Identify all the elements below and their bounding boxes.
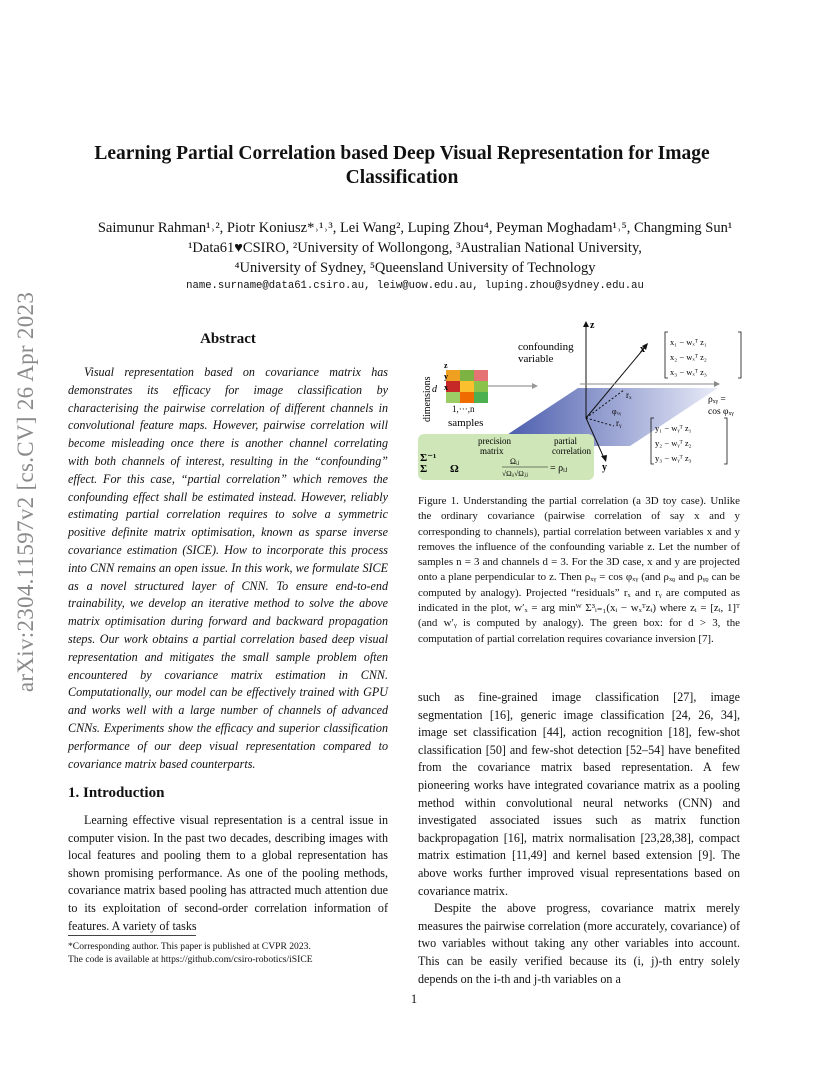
- fig-label-samples: samples: [448, 417, 484, 429]
- fig-r-y: rᵧ: [616, 418, 622, 428]
- fig-omega-ij: Ωᵢⱼ: [510, 457, 520, 466]
- fig-axis-z: z: [590, 320, 595, 331]
- fig-y-row-2: y₂ − wᵧᵀ z₂: [655, 438, 692, 448]
- right-column-body: [418, 689, 740, 988]
- fig-samples-range: 1,···,n: [452, 404, 475, 414]
- footnote-rule: [68, 935, 196, 936]
- author-block: [60, 218, 770, 278]
- fig-cos-phi: cos φₓᵧ: [708, 407, 734, 417]
- arxiv-stamp: arXiv:2304.11597v2 [cs.CV] 26 Apr 2023: [13, 291, 38, 693]
- intro-body: [68, 812, 388, 935]
- title-line-2: Classification: [345, 167, 459, 188]
- fig-x-row-3: x₃ − wₓᵀ z₃: [670, 367, 707, 377]
- abstract-paragraph: Visual representation based on covariance matrix has demonstrates its efficacy for image classification by characterising the pairwise correlation of different channels in convolutional feature maps. However, pairwise correlation will become misleading once there is another channel correlating with both channels of interest, resulting in the “confounding” effect. For this case, “partial correlation” which removes the confounding effect shall be estimated instead. However, reliably estimating partial correlation requires to solve a symmetric positive definite matrix optimisation, known as sparse inverse covariance estimation (SICE). How to incorporate this process into CNN remains an open issue. In this work, we formulate SICE as a novel structured layer of CNN. To ensure end-to-end trainability, we develop an iterative method to solve the above matrix optimisation during forward and backward propagation steps. Our work obtains a partial correlation based deep visual representation and mitigates the small sample problem often encountered by covariance matrix estimation in CNN. Computationally, our model can be effectively trained with GPU and works well with a large number of channels of advanced CNNs. Experiments show the efficacy and superior classification performance of our deep visual representation compared to covariance matrix based counterparts.: [68, 365, 388, 771]
- fig-sigma-inv: Σ⁻¹: [420, 452, 437, 464]
- author-emails: name.surname@data61.csiro.au, leiw@uow.edu.au, luping.zhou@sydney.edu.au: [186, 280, 644, 292]
- title-line-1: Learning Partial Correlation based Deep Visual Representation for Image: [94, 143, 710, 164]
- fig-omega: Ω: [450, 463, 459, 475]
- intro-heading: 1. Introduction: [68, 785, 165, 801]
- intro-paragraph: Learning effective visual representation is a central issue in computer vision. In the past two decades, describing images with local features and pooling them to a global representation has shown promising performance. As one of the pooling methods, covariance matrix based pooling has attracted much attention due to its exploitation of second-order correlation information of features. A variety of tasks: [68, 813, 388, 933]
- figure-1: [418, 318, 746, 490]
- fig-axis-y: y: [602, 462, 607, 473]
- fig-label-partial: partial: [554, 436, 577, 446]
- fig-heat-y: y: [444, 372, 448, 381]
- fig-phi: φₓᵧ: [612, 407, 622, 416]
- fig-label-precision: precision: [478, 436, 511, 446]
- fig-heat-z: z: [444, 361, 448, 370]
- fig-x-row-1: x₁ − wₓᵀ z₁: [670, 337, 707, 347]
- affiliation-line-1: ¹Data61♥CSIRO, ²University of Wollongong, ³Australian National University,: [188, 240, 642, 256]
- fig-rho-xy: ρₓᵧ =: [708, 395, 726, 405]
- fig-label-dimensions: dimensions: [422, 376, 433, 422]
- fig-label-correlation: correlation: [552, 446, 591, 456]
- fig-r-x: rₓ: [626, 390, 632, 400]
- affiliation-line-2: ⁴University of Sydney, ⁵Queensland University of Technology: [234, 260, 596, 276]
- fig-label-variable: variable: [518, 353, 554, 365]
- fig-label-d: d: [432, 384, 437, 395]
- page-number: 1: [410, 992, 418, 1006]
- fig-axis-x: x: [640, 344, 645, 355]
- fig-x-row-2: x₂ − wₓᵀ z₂: [670, 352, 707, 362]
- footnote: [68, 940, 388, 966]
- right-paragraph-2: Despite the above progress, covariance matrix merely measures the pairwise correlation (more accurately, covariance) of two variables without taking any other variables into account. This can be easily verified because its (i, j)-th entry solely depends on the i-th and j-th variables on a: [418, 901, 740, 986]
- fig-sigma: Σ: [420, 463, 428, 475]
- abstract-heading: Abstract: [200, 331, 256, 347]
- fig-y-row-3: y₃ − wᵧᵀ z₃: [655, 453, 692, 463]
- fig-heat-x: x: [444, 383, 448, 392]
- fig-y-row-1: y₁ − wᵧᵀ z₁: [655, 423, 692, 433]
- abstract-body: [68, 364, 388, 773]
- right-paragraph-1: such as fine-grained image classification [27], image segmentation [16], generic image classification [24, 26, 34], image set classification [44], action recognition [18], few-shot classification [50] and few-shot detection [52–54] have benefited from the covariance matrix based representation. A few pioneering works have integrated covariance matrix as a pooling method within convolutional neural networks (CNN) and investigated associated issues such as matrix function backpropagation [16], matrix normalisation [23,28,38], compact matrix estimation [11,49] and kernel based extension [9]. The above works further improved visual representations based on covariance matrix.: [418, 690, 740, 898]
- fig-label-matrix: matrix: [480, 446, 504, 456]
- footnote-line-1: *Corresponding author. This paper is published at CVPR 2023.: [68, 941, 311, 952]
- paper-title: [70, 142, 734, 190]
- fig-rho-ij: = ρᵢⱼ: [550, 463, 568, 474]
- figure-caption: Figure 1. Understanding the partial correlation (a 3D toy case). Unlike the ordinary covariance (pairwise correlation of say x and y corresponding to channels), partial correlation between variables x and y removes the influence of the confounding variable z. Let the number of samples n = 3 and channels d = 3. For the 3D case, x and y are projected onto a plane perpendicular to z. Then ρₓᵧ = cos φₓᵧ (and ρₓᵨ and ρᵧᵨ can be computed by analogy). Projected “residuals” rₓ and rᵧ are computed as indicated in the plot, w′ₓ = arg minᵂ Σ³ᵢ₌₁(xᵢ − wₓᵀzᵢ) where zᵢ = [zᵢ, 1]ᵀ (and w′ᵧ is computed by analogy). The green box: for d > 3, the computation of partial correlation requires covariance inversion [7].: [418, 495, 740, 645]
- footnote-line-2: The code is available at https://github.com/csiro-robotics/iSICE: [68, 954, 313, 965]
- fig-denominator: √Ωᵢᵢ√Ωⱼⱼ: [502, 469, 528, 478]
- authors-line: Saimunur Rahman¹˒², Piotr Koniusz*˒¹˒³, Lei Wang², Luping Zhou⁴, Peyman Moghadam¹˒⁵, Changming Sun¹: [97, 220, 733, 236]
- fig-label-confounding: confounding: [518, 341, 574, 353]
